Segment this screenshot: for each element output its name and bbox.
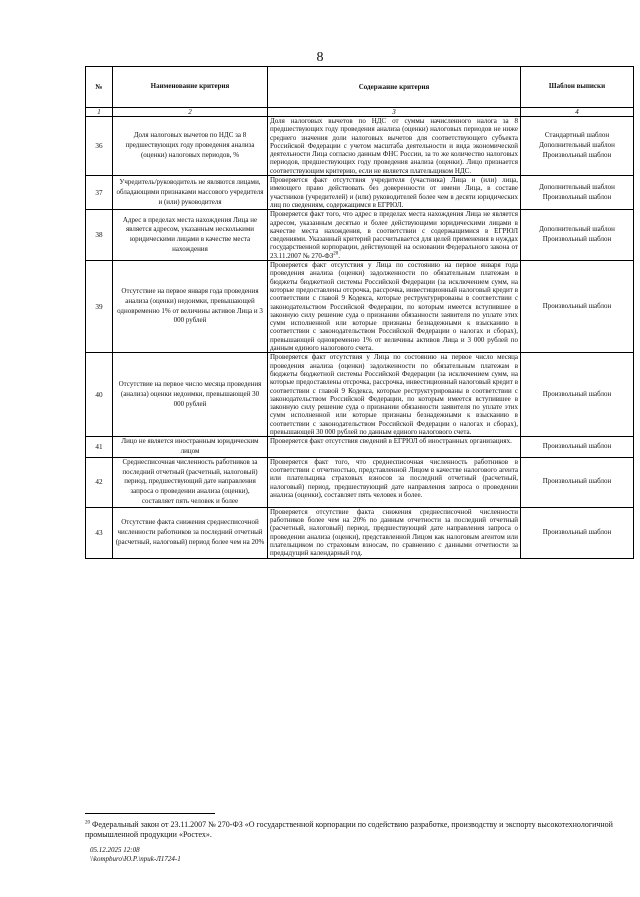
table-row [86,507,634,558]
criterion-content: Проверяется факт отсутствия учредителя (участника) Лица и (или) лица, имеющего право действовать без доверенности от имени Лица, в составе участников (учредителей) и (или) руководителей более чем в десяти юридических лиц по сведениям, содержащимся в ЕГРЮЛ. [270,176,518,209]
table-row [86,176,634,210]
criterion-name: Отсутствие факта снижения среднесписочной численности работников за последний отчетный (расчетный, налоговый) период более чем на 20% [113,507,268,558]
footnote-divider [85,813,215,814]
template-name: Произвольный шаблон [542,527,612,536]
table-row [86,457,634,507]
criterion-content-cell [268,437,521,458]
column-numbers-row [86,108,634,117]
criterion-name: Лицо не является иностранным юридическим лицом [113,437,268,458]
criterion-content-cell [268,457,521,507]
template-name: Произвольный шаблон [542,301,612,310]
table-row [86,437,634,458]
criterion-number: 38 [86,210,113,261]
criterion-content: Проверяется факт того, что среднесписочная численность работников в соответствии с отчетностью, представленной Лицом в качестве налогового агента или плательщика страховых взносов за последний отчетный (расчетный, налоговый) период, предшествующий дате направления запроса о проведении анализа (оценки), составляет пять человек и более. [270,457,518,500]
criterion-content-cell [268,507,521,558]
template-cell [521,176,634,210]
criterion-number: 39 [86,261,113,353]
table-row [86,210,634,261]
criterion-content-cell: Проверяется факт того, что адрес в пределах места нахождения Лица не является адресом, указанным десятью и более действующими юридическими лицами в качестве места нахождения, в соответствии с содержащимися в ЕГРЮЛ сведениями. Указанный критерий рассчитывается для целей применения в нуждах государственной корпорации, действующей на основании Федерального закона от 23.11.2007 № 270-ФЗ$^{20}$. [268,210,521,261]
criterion-content: Проверяется факт отсутствия у Лица по состоянию на первое число месяца проведения анализа (оценки) задолженности по обязательным платежам в бюджеты бюджетной системы Российской Федерации (за исключением сумм, на которые предоставлены отсрочка, рассрочка, инвестиционный налоговый кредит в соответствии с главой 9 Кодекса, которые реструктурированы в соответствии с законодательством Российской Федерации, по которым имеется вступившее в законную силу решение суда о признании обязанности заявителя по уплате этих сумм исполненной или которые признаны безнадежными к взысканию в соответствии с законодательством Российской Федерации о налогах и сборах), превышающей 30 000 рублей по данным единого налогового счета. [270,353,518,436]
criterion-number: 40 [86,353,113,437]
table-header-row [86,67,634,108]
header-criterion-name: Наименование критерия [113,67,268,108]
file-path-stamp: \\kompburo\Ю.Р.\приk-Л1724-1 [90,855,181,863]
column-number: 2 [113,108,268,117]
criterion-content-cell [268,176,521,210]
criterion-name: Учредитель/руководитель не являются лицами, обладающими признаками массового учредителя и (или) руководителя [113,176,268,210]
criteria-table [85,66,634,559]
template-name: Произвольный шаблон [542,389,612,398]
template-cell [521,507,634,558]
footnote-mark: 20 [85,820,90,826]
criterion-content-cell [268,261,521,353]
criterion-content: Проверяется факт того, что адрес в пределах места нахождения Лица не является адресом, указанным десятью и более действующими юридическими лицами в качестве места нахождения, в соответствии с содержащимися в ЕГРЮЛ сведениями. Указанный критерий рассчитывается для целей применения в нуждах государственной корпорации, действующей на основании Федерального закона от 23.11.2007 № 270-ФЗ [270,210,518,260]
column-number: 4 [521,108,634,117]
print-date-stamp: 05.12.2025 12:08 [90,846,140,854]
template-cell [521,353,634,437]
page-number: 8 [316,50,324,65]
template-cell [521,210,634,261]
criterion-content: Проверяется отсутствие факта снижения среднесписочной численности работников более чем на 20% по данным отчетности за последний отчетный (расчетный, налоговый) период, предшествующий дате направления запроса о проведении анализа (оценки), представленной Лицом как налоговым агентом или плательщиком по страховым взносам, по сравнению с данными отчетности за предыдущий календарный год. [270,507,518,558]
header-number: № [86,67,113,108]
header-template: Шаблон выписки [521,67,634,108]
criterion-number: 43 [86,507,113,558]
template-name: Произвольный шаблон [542,150,612,159]
template-name: Стандартный шаблон [544,131,610,140]
template-name: Дополнительный шаблон [539,141,615,150]
criterion-number: 36 [86,117,113,176]
criterion-name: Адрес в пределах места нахождения Лица не является адресом, указанным несколькими юридическими лицами в качестве места нахождения [113,210,268,261]
criterion-name: Доля налоговых вычетов по НДС за 8 предшествующих году проведения анализа (оценки) налоговых периодов, % [113,117,268,176]
template-name: Дополнительный шаблон [539,182,615,191]
criterion-content: Доля налоговых вычетов по НДС от суммы начисленного налога за 8 предшествующих году проведения анализа (оценки) налоговых периодов не ниже среднего значения доли налоговых вычетов для соответствующего субъекта Российской Федерации с учетом масштаба деятельности и вида экономической деятельности Лица согласно данным ФНС России, за то же количество налоговых периодов, предшествующих году проведения анализа (оценки). Лицо признается соответствующим критерию, если не является плательщиком НДС. [270,117,518,175]
criterion-number: 37 [86,176,113,210]
header-criterion-content: Содержание критерия [268,67,521,108]
criterion-content: Проверяется факт отсутствия у Лица по состоянию на первое января года проведения анализа (оценки) задолженности по обязательным платежам в бюджеты бюджетной системы Российской Федерации (за исключением сумм, на которые предоставлены отсрочка, рассрочка, инвестиционный налоговый кредит в соответствии с главой 9 Кодекса, которые реструктурированы в соответствии с законодательством Российской Федерации, по которым имеется вступившее в законную силу решение суда о признании обязанности заявителя по уплате этих сумм исполненной или которые признаны безнадежными к взысканию в соответствии с законодательством Российской Федерации о налогах и сборах), превышающей одновременно 1% от величины активов Лица и 3 000 рублей по данным единого налогового счета. [270,261,518,353]
template-cell [521,117,634,176]
criterion-number: 42 [86,457,113,507]
criterion-number: 41 [86,437,113,458]
column-number: 1 [86,108,113,117]
template-name: Произвольный шаблон [542,192,612,201]
footnote [85,820,613,840]
criterion-name: Отсутствие на первое января года проведения анализа (оценки) недоимки, превышающей одновременно 1% от величины активов Лица и 3 000 рублей [113,261,268,353]
criterion-content-cell [268,117,521,176]
template-name: Произвольный шаблон [542,235,612,244]
template-name: Произвольный шаблон [542,442,612,451]
table-row [86,261,634,353]
template-name: Дополнительный шаблон [539,225,615,234]
table-row [86,117,634,176]
column-number: 3 [268,108,521,117]
criterion-content: Проверяется факт отсутствия сведений в ЕГРЮЛ об иностранных организациях. [270,437,512,446]
criterion-name: Среднесписочная численность работников за последний отчетный (расчетный, налоговый) период, предшествующий дате направления запроса о проведении анализа (оценки), составляет пять человек и более [113,457,268,507]
template-name: Произвольный шаблон [542,477,612,486]
footnote-text: Федеральный закон от 23.11.2007 № 270-ФЗ «О государственной корпорации по содействию разработке, производству и экспорту высокотехнологичной промышленной продукции «Ростех». [85,820,613,839]
template-cell [521,261,634,353]
criterion-content-cell [268,353,521,437]
footnote-reference: 20 [333,251,339,257]
template-cell [521,437,634,458]
template-cell [521,457,634,507]
criterion-name: Отсутствие на первое число месяца проведения (анализа) оценки недоимки, превышающей 30 000 рублей [113,353,268,437]
table-row [86,353,634,437]
